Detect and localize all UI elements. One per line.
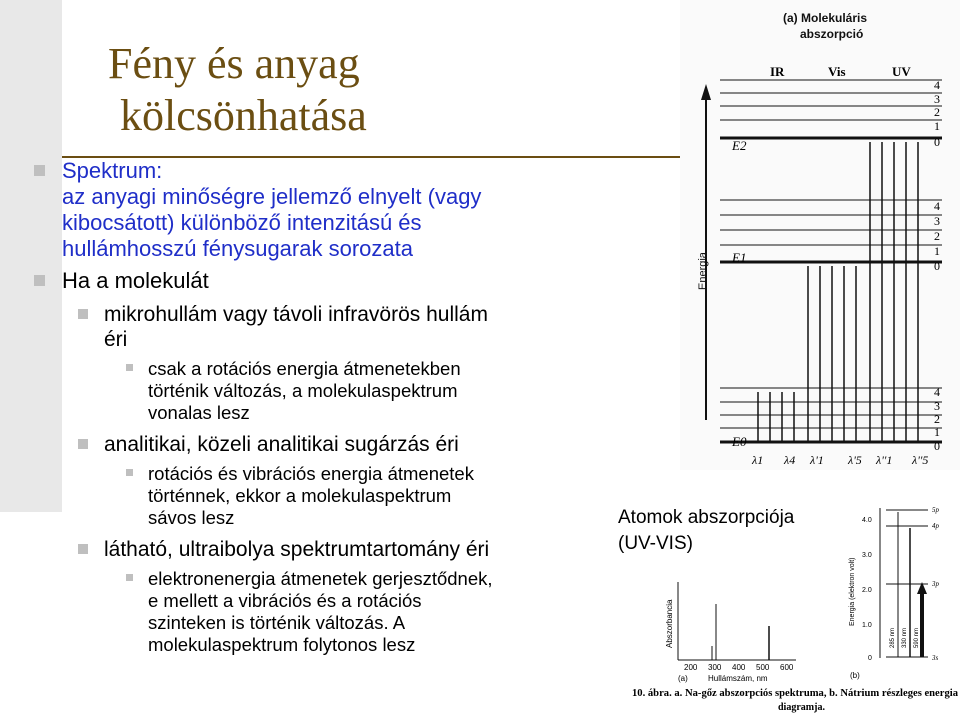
bullet-uv — [24, 537, 624, 562]
fig-a-header2: abszorpció — [800, 27, 864, 41]
energy-yticks — [862, 517, 872, 662]
na-absorption-spectrum — [665, 582, 796, 683]
panel-a-label: (a) — [678, 674, 688, 683]
sub-e0-0: 0 — [934, 439, 940, 453]
el-line1: elektronenergia átmenetek gerjesztődnek, — [148, 568, 493, 589]
sub-e1-0: 0 — [934, 259, 940, 273]
lambda-1: λ1 — [752, 453, 764, 467]
title-line1: Fény és anyag — [108, 39, 360, 88]
el-line2: e mellett a vibrációs és a rotációs — [148, 590, 422, 611]
level-e0 — [720, 388, 942, 449]
spektrum-def3: hullámhosszú fénysugarak sorozata — [62, 236, 413, 261]
spektrum-def1: az anyagi minőségre jellemző elnyelt (vagy — [62, 184, 482, 209]
xtick-500: 500 — [756, 663, 770, 672]
band-vis: Vis — [828, 64, 846, 79]
vib-line3: sávos lesz — [148, 507, 235, 528]
bullet-square-icon — [34, 165, 45, 176]
wl-330: 330 nm — [902, 627, 908, 648]
title-line2: kölcsönhatása — [120, 91, 367, 140]
bullet-molekula — [24, 268, 624, 294]
lambda-5-prime: λ'5 — [848, 453, 862, 467]
label-e0: E0 — [732, 434, 747, 449]
band-ir: IR — [770, 64, 785, 79]
bullet-square-icon — [34, 275, 45, 286]
mikro-line2: éri — [104, 328, 128, 351]
molekula-text: Ha a molekulát — [62, 268, 209, 293]
ir-text: analitikai, közeli analitikai sugárzás éri — [104, 433, 459, 456]
sub-e1-3: 3 — [934, 214, 940, 228]
spektrum-def2: kibocsátott) különböző intenzitású és — [62, 210, 422, 235]
figure-caption-line2: diagramja. — [778, 702, 825, 713]
level-4p: 4p — [932, 522, 939, 530]
sub-e2-2: 2 — [934, 105, 940, 119]
xtick-300: 300 — [708, 663, 722, 672]
na-energy-diagram — [849, 506, 940, 680]
label-e1: E1 — [732, 250, 747, 265]
na-level-labels — [931, 506, 940, 662]
vib-line1: rotációs és vibrációs energia átmenetek — [148, 463, 474, 484]
sub-e0-1: 1 — [934, 425, 940, 439]
label-e2: E2 — [732, 138, 747, 153]
rot-line2: történik változás, a molekulaspektrum — [148, 380, 458, 401]
xtick-400: 400 — [732, 663, 746, 672]
caption-line2: (UV-VIS) — [618, 533, 693, 554]
bullet-ir — [24, 432, 624, 457]
lambda-4: λ4 — [784, 453, 796, 467]
bullet-mikro — [24, 302, 624, 352]
uv-text: látható, ultraibolya spektrumtartomány éri — [104, 538, 490, 561]
sub-e2-3: 3 — [934, 92, 940, 106]
bullet-square-icon — [126, 574, 133, 581]
sublevel-numbers — [934, 78, 940, 453]
bullet-spektrum — [24, 158, 624, 262]
energy-ylabel: Energia (elektron volt) — [849, 557, 856, 626]
wl-285: 285 nm — [890, 627, 896, 648]
sub-e0-4: 4 — [934, 385, 940, 399]
lambda-1-prime: λ'1 — [810, 453, 824, 467]
sub-e1-1: 1 — [934, 244, 940, 258]
spectrum-xlabel: Hullámszám, nm — [708, 674, 768, 683]
sub-e1-2: 2 — [934, 229, 940, 243]
vib-line2: történnek, ekkor a molekulaspektrum — [148, 485, 452, 506]
sub-e2-4: 4 — [934, 78, 940, 92]
level-3p: 3p — [932, 580, 939, 588]
figure-caption-line1: 10. ábra. a. Na-gőz abszorpciós spektruma, b. Nátrium részleges energia — [632, 688, 958, 699]
slide-title — [108, 38, 367, 142]
bullet-list — [24, 156, 624, 656]
ytick-0: 0 — [868, 655, 872, 662]
rot-line3: vonalas lesz — [148, 402, 250, 423]
bullet-el — [24, 568, 624, 656]
sub-e2-1: 1 — [934, 119, 940, 133]
spectrum-ylabel: Abszorbancia — [665, 599, 674, 648]
bullet-square-icon — [126, 364, 133, 371]
panel-b-label: (b) — [850, 671, 860, 680]
ytick-3: 3.0 — [862, 552, 872, 559]
level-5p: 5p — [932, 506, 939, 514]
bullet-square-icon — [126, 469, 133, 476]
rot-line1: csak a rotációs energia átmenetekben — [148, 358, 461, 379]
band-uv: UV — [892, 64, 911, 79]
lambda-5-dprime: λ''5 — [912, 453, 929, 467]
xtick-200: 200 — [684, 663, 698, 672]
level-3s: 3s — [932, 654, 939, 662]
wl-590: 590 nm — [914, 627, 920, 648]
sub-e0-2: 2 — [934, 412, 940, 426]
ytick-2: 2.0 — [862, 587, 872, 594]
sub-e1-4: 4 — [934, 199, 940, 213]
spektrum-head: Spektrum: — [62, 158, 163, 183]
bullet-square-icon — [78, 544, 88, 554]
sub-e0-3: 3 — [934, 399, 940, 413]
molecular-absorption-diagram — [680, 0, 960, 470]
bullet-square-icon — [78, 309, 88, 319]
sub-e2-0: 0 — [934, 135, 940, 149]
energy-axis-label: Energia — [697, 252, 709, 290]
caption-line1: Atomok abszorpciója — [618, 507, 795, 528]
na-wavelengths — [890, 628, 920, 648]
el-line3: szinteken is történik változás. A — [148, 612, 406, 633]
fig-a-header1: (a) Molekuláris — [783, 11, 868, 25]
transition-arrows — [758, 142, 918, 442]
ytick-1: 1.0 — [862, 622, 872, 629]
el-line4: molekulaspektrum folytonos lesz — [148, 634, 416, 655]
mikro-line1: mikrohullám vagy távoli infravörös hullám — [104, 303, 488, 326]
level-e2 — [720, 80, 942, 153]
wavelength-labels — [751, 453, 928, 467]
sodium-spectrum-figure — [628, 498, 960, 720]
lambda-1-dprime: λ''1 — [876, 453, 893, 467]
bullet-square-icon — [78, 439, 88, 449]
spectrum-xticks — [684, 663, 794, 672]
xtick-600: 600 — [780, 663, 794, 672]
level-e1 — [720, 200, 942, 265]
bullet-vib — [24, 463, 624, 529]
bullet-rot — [24, 358, 624, 424]
ytick-4: 4.0 — [862, 517, 872, 524]
